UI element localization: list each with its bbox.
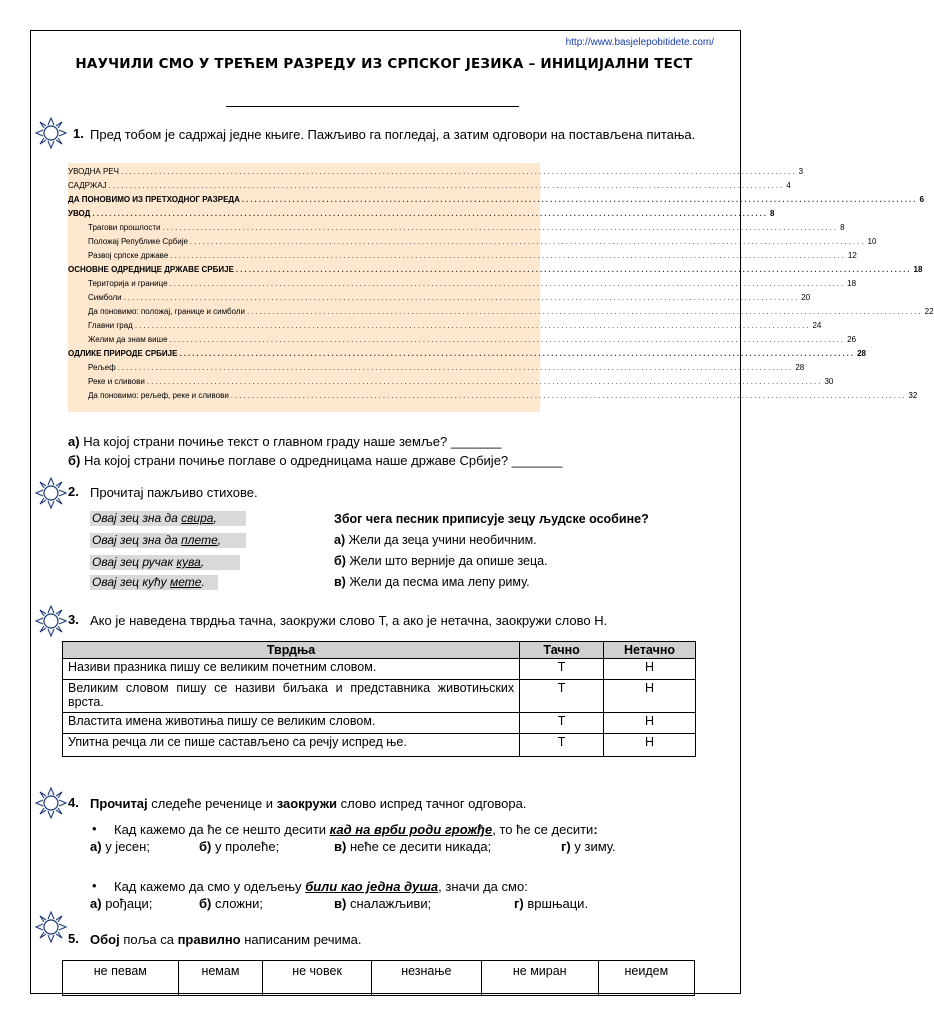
- toc-entry-label: Територија и границе: [88, 279, 168, 288]
- toc-entry-label: Симболи: [88, 293, 122, 302]
- toc-leader-dots: ................................................................................................................................................................: [179, 349, 856, 358]
- sun-icon: [34, 910, 68, 944]
- page-title: НАУЧИЛИ СМО У ТРЕЋЕМ РАЗРЕДУ ИЗ СРПСКОГ ЈЕЗИКА – ИНИЦИЈАЛНИ ТЕСТ: [75, 56, 693, 72]
- q4-sentence-2: Кад кажемо да смо у одељењу били као једна душа, значи да смо:: [114, 879, 528, 894]
- toc-entry-label: Развој српске државе: [88, 251, 169, 260]
- toc-entry: [68, 221, 845, 235]
- word-cell[interactable]: немам: [178, 961, 263, 996]
- claim-cell: Називи празника пишу се великим почетним словом.: [63, 659, 520, 680]
- toc-leader-dots: ................................................................................................................................................................: [247, 307, 923, 316]
- q3-number: 3.: [68, 612, 79, 627]
- toc-leader-dots: ................................................................................................................................................................: [169, 279, 846, 288]
- toc-leader-dots: ................................................................................................................................................................: [170, 251, 846, 260]
- q2-number: 2.: [68, 484, 79, 499]
- name-line: [226, 106, 519, 107]
- toc-entry: [68, 193, 924, 207]
- toc-entry: [68, 333, 857, 347]
- table-row: [63, 713, 696, 734]
- toc-leader-dots: ................................................................................................................................................................: [235, 265, 912, 274]
- toc-entry-label: Главни град: [88, 321, 133, 330]
- toc-entry: [68, 361, 805, 375]
- sun-icon: [34, 604, 68, 638]
- toc-entry-label: Рељеф: [88, 363, 116, 372]
- header-claim: Тврдња: [63, 642, 520, 659]
- false-option[interactable]: Н: [604, 659, 696, 680]
- toc-entry-page: 30: [824, 377, 834, 386]
- q1-b-label: б): [68, 453, 81, 468]
- sun-icon: [34, 476, 68, 510]
- toc-entry: [68, 375, 834, 389]
- q4-1-option-v[interactable]: в) неће се десити никада;: [334, 839, 492, 854]
- toc-entry: [68, 347, 866, 361]
- toc-entry-label: ОСНОВНЕ ОДРЕДНИЦЕ ДРЖАВЕ СРБИЈЕ: [68, 265, 234, 274]
- toc-entry-page: 10: [867, 237, 877, 246]
- toc-entry-label: УВОДНА РЕЧ: [68, 167, 119, 176]
- toc-leader-dots: ................................................................................................................................................................: [92, 209, 768, 218]
- toc-entry-page: 26: [847, 335, 857, 344]
- q1-b-text: На којој страни почиње поглаве о одредницама наше државе Србије? _______: [83, 453, 563, 468]
- false-option[interactable]: Н: [604, 680, 696, 713]
- toc-entry: [68, 305, 934, 319]
- true-option[interactable]: Т: [520, 734, 604, 757]
- toc-entry: [68, 389, 918, 403]
- toc-entry-label: ОДЛИКЕ ПРИРОДЕ СРБИЈЕ: [68, 349, 178, 358]
- toc-entry: [68, 207, 775, 221]
- q2-option-b: б) Жели што верније да опише зеца.: [334, 554, 548, 568]
- word-cell[interactable]: не певам: [63, 961, 179, 996]
- word-cell[interactable]: не миран: [481, 961, 598, 996]
- q1-b: [68, 452, 562, 469]
- toc-entry-label: Да поновимо: рељеф, реке и сливови: [88, 391, 229, 400]
- toc-entry-label: Желим да знам више: [88, 335, 168, 344]
- true-option[interactable]: Т: [520, 659, 604, 680]
- q3-text: Ако је наведена тврдња тачна, заокружи слово Т, а ако је нетачна, заокружи слово Н.: [90, 613, 608, 628]
- true-false-table: [62, 641, 696, 757]
- toc-entry-label: Трагови прошлости: [88, 223, 161, 232]
- false-option[interactable]: Н: [604, 734, 696, 757]
- toc-leader-dots: ................................................................................................................................................................: [108, 181, 785, 190]
- toc-leader-dots: ................................................................................................................................................................: [230, 391, 907, 400]
- q1-text: Пред тобом је садржај једне књиге. Пажљиво га погледај, а затим одговори на постављена питања.: [90, 127, 696, 142]
- toc-entry: [68, 291, 811, 305]
- q4-2-option-b[interactable]: б) сложни;: [199, 896, 264, 911]
- q4-2-option-g[interactable]: г) вршњаци.: [514, 896, 589, 911]
- toc-leader-dots: ................................................................................................................................................................: [241, 195, 918, 204]
- toc-leader-dots: ................................................................................................................................................................: [123, 293, 800, 302]
- toc-entry: [68, 249, 857, 263]
- q2-text: Прочитај пажљиво стихове.: [90, 485, 258, 500]
- header-true: Тачно: [520, 642, 604, 659]
- header-false: Нетачно: [604, 642, 696, 659]
- claim-cell: Великим словом пишу се називи биљака и представника животињских врста.: [63, 680, 520, 713]
- toc-leader-dots: ................................................................................................................................................................: [169, 335, 846, 344]
- toc-entry-label: САДРЖАЈ: [68, 181, 107, 190]
- true-option[interactable]: Т: [520, 680, 604, 713]
- q1-a: [68, 433, 501, 450]
- toc-entry-page: 3: [798, 167, 804, 176]
- sun-icon: [34, 116, 68, 150]
- q1-number: 1.: [73, 126, 84, 141]
- toc-entry: [68, 165, 804, 179]
- q2-option-a: а) Жели да зеца учини необичним.: [334, 533, 537, 547]
- q4-text: Прочитај следеће реченице и заокружи слово испред тачног одговора.: [90, 796, 527, 811]
- toc-leader-dots: ................................................................................................................................................................: [146, 377, 823, 386]
- true-option[interactable]: Т: [520, 713, 604, 734]
- verse-line: Овај зец кућу мете.: [90, 575, 218, 590]
- q5-text: Обој поља са правилно написаним речима.: [90, 932, 362, 947]
- q4-number: 4.: [68, 795, 79, 810]
- toc-entry-page: 28: [795, 363, 805, 372]
- toc-entry-label: Реке и сливови: [88, 377, 145, 386]
- toc-entry-page: 32: [908, 391, 918, 400]
- toc-entry: [68, 235, 877, 249]
- q4-1-option-a[interactable]: а) у јесен;: [90, 839, 150, 854]
- q5-number: 5.: [68, 931, 79, 946]
- toc-leader-dots: ................................................................................................................................................................: [117, 363, 794, 372]
- claim-cell: Упитна речца ли се пише састављено са речју испред ње.: [63, 734, 520, 757]
- bullet: •: [92, 878, 97, 893]
- q4-sentence-1: Кад кажемо да ће се нешто десити кад на врби роди грожђе, то ће се десити:: [114, 822, 598, 837]
- toc-entry: [68, 319, 822, 333]
- word-grid: [62, 960, 695, 996]
- toc-leader-dots: ................................................................................................................................................................: [120, 167, 797, 176]
- toc-entry: [68, 277, 857, 291]
- toc-entry: [68, 263, 923, 277]
- q2-option-v: в) Жели да песма има лепу риму.: [334, 575, 530, 589]
- verse-line: Овај зец ручак кува,: [90, 555, 240, 570]
- verse-line: Овај зец зна да свира,: [90, 511, 246, 526]
- toc-leader-dots: ................................................................................................................................................................: [162, 223, 839, 232]
- word-cell[interactable]: незнање: [371, 961, 481, 996]
- toc-entry-page: 20: [801, 293, 811, 302]
- toc-entry-page: 18: [847, 279, 857, 288]
- table-of-contents: [68, 163, 934, 412]
- toc-leader-dots: ................................................................................................................................................................: [189, 237, 866, 246]
- table-row: [63, 659, 696, 680]
- toc-entry-label: Положај Републике Србије: [88, 237, 188, 246]
- word-cell[interactable]: неидем: [598, 961, 694, 996]
- table-row: [63, 680, 696, 713]
- false-option[interactable]: Н: [604, 713, 696, 734]
- q4-2-option-v[interactable]: в) сналажљиви;: [334, 896, 432, 911]
- toc-entry: [68, 179, 791, 193]
- toc-entry-label: ДА ПОНОВИМО ИЗ ПРЕТХОДНОГ РАЗРЕДА: [68, 195, 240, 204]
- toc-entry-page: 18: [913, 265, 923, 274]
- bullet: •: [92, 821, 97, 836]
- toc-entry-page: 28: [857, 349, 866, 358]
- toc-entry-page: 4: [786, 181, 791, 190]
- toc-entry-label: УВОД: [68, 209, 91, 218]
- claim-cell: Властита имена животиња пишу се великим словом.: [63, 713, 520, 734]
- toc-entry-page: 8: [840, 223, 845, 232]
- q1-a-text: На којој страни почиње текст о главном граду наше земље? _______: [83, 434, 502, 449]
- toc-entry-page: 6: [919, 195, 924, 204]
- q4-1-option-g[interactable]: г) у зиму.: [561, 839, 616, 854]
- q2-question: Због чега песник приписује зецу људске особине?: [334, 512, 649, 526]
- verse-line: Овај зец зна да плете,: [90, 533, 246, 548]
- toc-entry-label: Да поновимо: положај, границе и симболи: [88, 307, 246, 316]
- table-row: [63, 734, 696, 757]
- toc-entry-page: 8: [770, 209, 775, 218]
- q4-2-option-a[interactable]: а) рођаци;: [90, 896, 153, 911]
- word-cell[interactable]: не човек: [263, 961, 372, 996]
- q4-1-option-b[interactable]: б) у пролеће;: [199, 839, 280, 854]
- toc-entry-page: 22: [924, 307, 934, 316]
- source-url[interactable]: http://www.basjelepobitidete.com/: [565, 37, 714, 48]
- toc-leader-dots: ................................................................................................................................................................: [134, 321, 811, 330]
- q1-a-label: а): [68, 434, 80, 449]
- toc-entry-page: 24: [812, 321, 822, 330]
- toc-entry-page: 12: [847, 251, 857, 260]
- sun-icon: [34, 786, 68, 820]
